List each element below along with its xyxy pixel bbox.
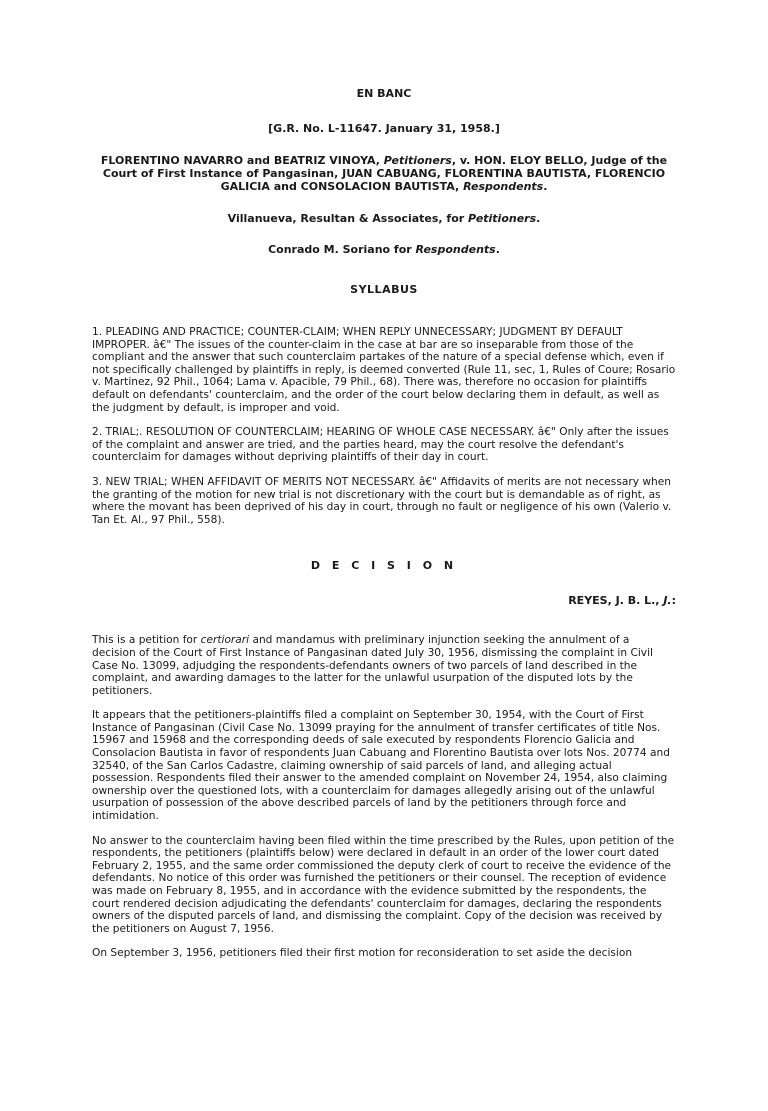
case-parties: FLORENTINO NAVARRO and BEATRIZ VINOYA, Petitioners, v. HON. ELOY BELLO, Judge of the Court of First Instance of Pangasinan, JUAN CABUANG, FLORENTINA BAUTISTA, FLORENCIO GALICIA and CONSOLACION BAUTISTA, Respondents. [100,154,668,193]
ponente: REYES, J. B. L., J.: [568,594,676,608]
respondents-names: , v. HON. ELOY BELLO, Judge of the Court of First Instance of Pangasinan, JUAN CABUANG, FLORENTINA BAUTISTA, FLORENCIO GALICIA and CONSOLACION BAUTISTA, [102,154,668,193]
syllabus-heading: SYLLABUS [350,283,418,296]
syllabus-item: 2. TRIAL;. RESOLUTION OF COUNTERCLAIM; HEARING OF WHOLE CASE NECESSARY. â€" Only after the issues of the complaint and answer are tried, and the parties heard, may the court resolve the defendant's counterclaim for damages without depriving plaintiffs of their day in court. [92,426,669,464]
syllabus-item: 3. NEW TRIAL; WHEN AFFIDAVIT OF MERITS NOT NECESSARY. â€" Affidavits of merits are not necessary when the granting of the motion for new trial is not discretionary with the court but is demandable as of right, as where the movant has been deprived of his day in court, through no fault or negligence of his own (Valerio v. Tan Et. Al., 97 Phil., 558). [92,475,672,526]
court-division: EN BANC [356,87,412,100]
petitioners-label: Petitioners [383,154,452,167]
decision-paragraph: No answer to the counterclaim having been filed within the time prescribed by the Rules, upon petition of the respondents, the petitioners (plaintiffs below) were declared in default in an order of the lower court dated February 2, 1955, and the same order commissioned the deputy clerk of court to receive the evidence of the defendants. No notice of this order was furnished the petitioners or their counsel. The reception of evidence was made on February 8, 1955, and in accordance with the evidence submitted by the respondents, the court rendered decision adjudicating the defendants' counterclaim for damages, declaring the respondents owners of the disputed parcels of land, and dismissing the complaint. Copy of the decision was received by the petitioners on August 7, 1956. [92,834,675,935]
case-number: [G.R. No. L-11647. January 31, 1958.] [268,122,500,135]
counsel-for-petitioners: Villanueva, Resultan & Associates, for Petitioners. [227,212,541,225]
counsel-for-respondents: Conrado M. Soriano for Respondents. [268,243,500,256]
document-page [0,87,768,1111]
syllabus-item: 1. PLEADING AND PRACTICE; COUNTER-CLAIM; WHEN REPLY UNNECESSARY; JUDGMENT BY DEFAULT IMPROPER. â€" The issues of the counter-claim in the case at bar are so inseparable from those of the compliant and the answer that such counterclaim partakes of the nature of a special defense which, even if not specifically challenged by plaintiffs in reply, is deemed converted (Rule 11, sec, 1, Rules of Coure; Rosario v. Martinez, 92 Phil., 1064; Lama v. Apacible, 79 Phil., 68). There was, therefore no occasion for plaintiffs default on defendants' counterclaim, and the order of the court below declaring them in default, as well as the judgment by default, is improper and void. [92,326,676,414]
decision-heading: D E C I S I O N [310,559,458,573]
decision-paragraph: On September 3, 1956, petitioners filed their first motion for reconsideration to set aside the decision [92,947,633,960]
petitioners-names: FLORENTINO NAVARRO and BEATRIZ VINOYA, [100,154,380,167]
respondents-label: Respondents [463,180,544,193]
decision-paragraph: It appears that the petitioners-plaintiffs filed a complaint on September 30, 1954, with the Court of First Instance of Pangasinan (Civil Case No. 13099 praying for the annulment of transfer certificates of title Nos. 15967 and 15968 and the corresponding deeds of sale executed by respondents Florencio Galicia and Consolacion Bautista in favor of respondents Juan Cabuang and Florentino Bautista over lots Nos. 20774 and 32540, of the San Carlos Cadastre, claiming ownership of said parcels of land, and alleging actual possession. Respondents filed their answer to the amended complaint on November 24, 1954, also claiming ownership over the questioned lots, with a counterclaim for damages allegedly arising out of the unlawful usurpation of possession of the above described parcels of land by the petitioners through force and intimidation. [92,709,670,823]
decision-paragraph: This is a petition for certiorari and mandamus with preliminary injunction seeking the annulment of a decision of the Court of First Instance of Pangasinan dated July 30, 1956, dismissing the complaint in Civil Case No. 13099, adjudging the respondents-defendants owners of two parcels of land described in the complaint, and awarding damages to the latter for the unlawful usurpation of the disputed lots by the petitioners. [92,634,653,697]
